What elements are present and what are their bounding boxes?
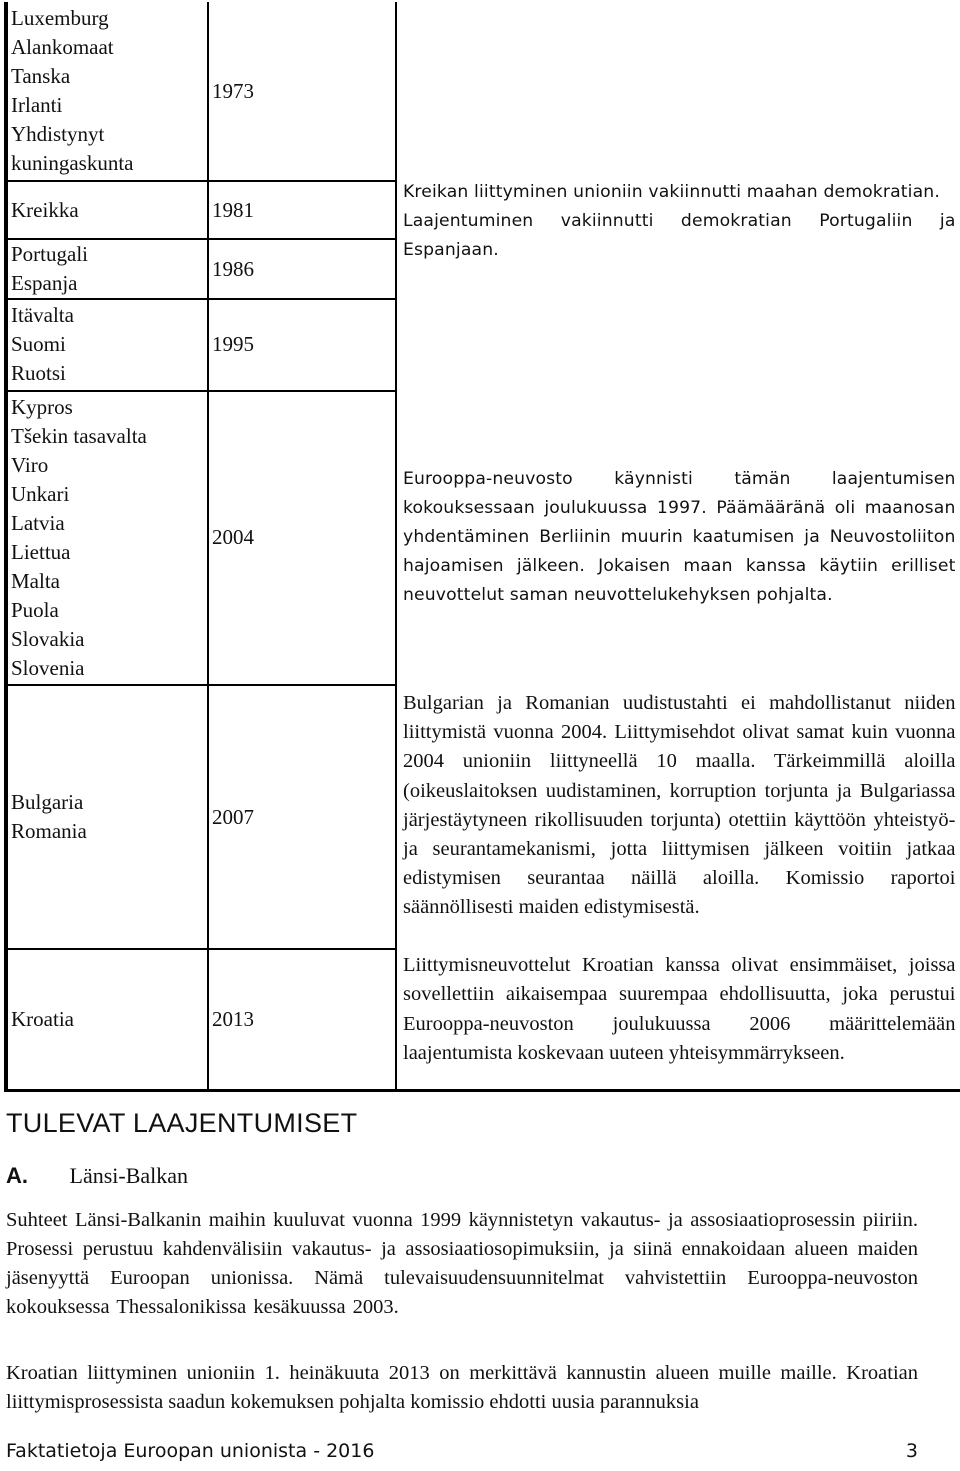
row-2013 <box>6 949 960 1090</box>
row-2007 <box>6 685 960 949</box>
country-list <box>11 788 207 846</box>
country-name: kuningaskunta <box>11 151 134 176</box>
description-greece: Kreikan liittyminen unioniin vakiinnutti maahan demokratian. <box>403 182 940 202</box>
country-name: Ruotsi <box>11 361 66 386</box>
country-name: Bulgaria <box>11 790 84 815</box>
country-name: Viro <box>11 452 49 477</box>
country-list <box>11 196 207 225</box>
body-paragraph: Kroatian liittyminen unioniin 1. heinäkuuta 2013 on merkittävä kannustin alueen muille maille. Kroatian liittymisprosessista saadun kokemuksen pohjalta komissio ehdotti uusia parannuksia <box>6 1362 918 1413</box>
country-name: Liettua <box>11 539 71 564</box>
row-2004 <box>6 391 960 685</box>
country-name: Romania <box>11 819 87 844</box>
footer-title: Faktatietoja Euroopan unionista - 2016 <box>6 1440 375 1462</box>
country-list <box>11 301 207 388</box>
country-name: Tšekin tasavalta <box>11 423 147 448</box>
year-cell: 2013 <box>208 949 396 1090</box>
year-cell: 1981 <box>208 181 396 239</box>
year-cell: 2004 <box>208 391 396 685</box>
description-2007: Bulgarian ja Romanian uudistustahti ei mahdollistanut niiden liittymistä vuonna 2004. Liittymisehdot olivat samat kuin vuonna 2004 unioniin liittyneellä 10 maalla. Tärkeimmillä aloilla (oikeuslaitoksen uudistaminen, korruption torjunta ja Bulgariassa järjestäytyneen rikollisuuden torjunta) otettiin käyttöön yhteistyö- ja seurantamekanismi, jotta liittymisen jälkeen voitiin jatkaa edistymisen seurantaa näillä aloilla. Komissio raportoi säännöllisesti maiden edistymisestä. <box>403 691 956 919</box>
year-cell: 1986 <box>208 239 396 299</box>
country-name: Malta <box>11 568 60 593</box>
country-name: Slovenia <box>11 655 85 680</box>
country-name: Kreikka <box>11 197 79 222</box>
country-list <box>11 1005 207 1034</box>
country-name: Irlanti <box>11 93 63 118</box>
country-name: Luxemburg <box>11 6 109 31</box>
country-name: Unkari <box>11 481 70 506</box>
page-footer <box>6 1440 918 1462</box>
country-list <box>11 393 207 683</box>
section-heading: TULEVAT LAAJENTUMISET <box>6 1108 358 1138</box>
enlargement-table <box>4 2 960 1092</box>
country-name: Suomi <box>11 332 66 357</box>
country-list <box>11 4 207 178</box>
country-list <box>11 240 207 298</box>
country-name: Itävalta <box>11 303 74 328</box>
country-name: Puola <box>11 597 59 622</box>
country-name: Kroatia <box>11 1007 74 1032</box>
country-name: Latvia <box>11 510 65 535</box>
year-cell: 1995 <box>208 299 396 390</box>
subsection-heading <box>6 1163 188 1189</box>
country-name: Tanska <box>11 64 71 89</box>
description-2004: Eurooppa-neuvosto käynnisti tämän laajentumisen kokouksessaan joulukuussa 1997. Päämääränä oli maanosan yhdentäminen Berliinin muurin kaatumisen ja Neuvostoliiton hajoamisen jälkeen. Jokaisen maan kanssa käytiin erilliset neuvottelut saman neuvottelukehyksen pohjalta. <box>403 469 956 606</box>
row-1973 <box>6 2 960 181</box>
body-paragraph: Suhteet Länsi-Balkanin maihin kuuluvat vuonna 1999 käynnistetyn vakautus- ja assosiaatioprosessin piiriin. Prosessi perustuu kahdenvälisiin vakautus- ja assosiaatiosopimuksiin, ja siinä ennakoidaan alueen maiden jäsenyyttä Euroopan unionissa. Nämä tulevaisuudensuunnitelmat vahvistettiin Eurooppa-neuvoston kokouksessa Thessalonikissa kesäkuussa 2003. <box>6 1209 918 1318</box>
country-name: Espanja <box>11 271 78 296</box>
year-cell: 1973 <box>208 2 396 181</box>
description-2013: Liittymisneuvottelut Kroatian kanssa olivat ensimmäiset, joissa sovellettiin aikaisempaa suurempaa ehdollisuutta, joka perustui Eurooppa-neuvoston joulukuussa 2006 määrittelemään laajentumista koskevaan uuteen yhteisymmärrykseen. <box>403 954 956 1064</box>
country-name: Slovakia <box>11 626 85 651</box>
page-number: 3 <box>905 1440 918 1462</box>
country-name: Yhdistynyt <box>11 122 105 147</box>
year-cell: 2007 <box>208 685 396 949</box>
country-name: Kypros <box>11 394 73 419</box>
country-name: Portugali <box>11 242 88 267</box>
subsection-title: Länsi-Balkan <box>69 1163 189 1188</box>
country-name: Alankomaat <box>11 35 114 60</box>
description-iberia: Laajentuminen vakiinnutti demokratian Portugaliin ja Espanjaan. <box>403 211 956 260</box>
subsection-letter: A. <box>6 1163 28 1188</box>
